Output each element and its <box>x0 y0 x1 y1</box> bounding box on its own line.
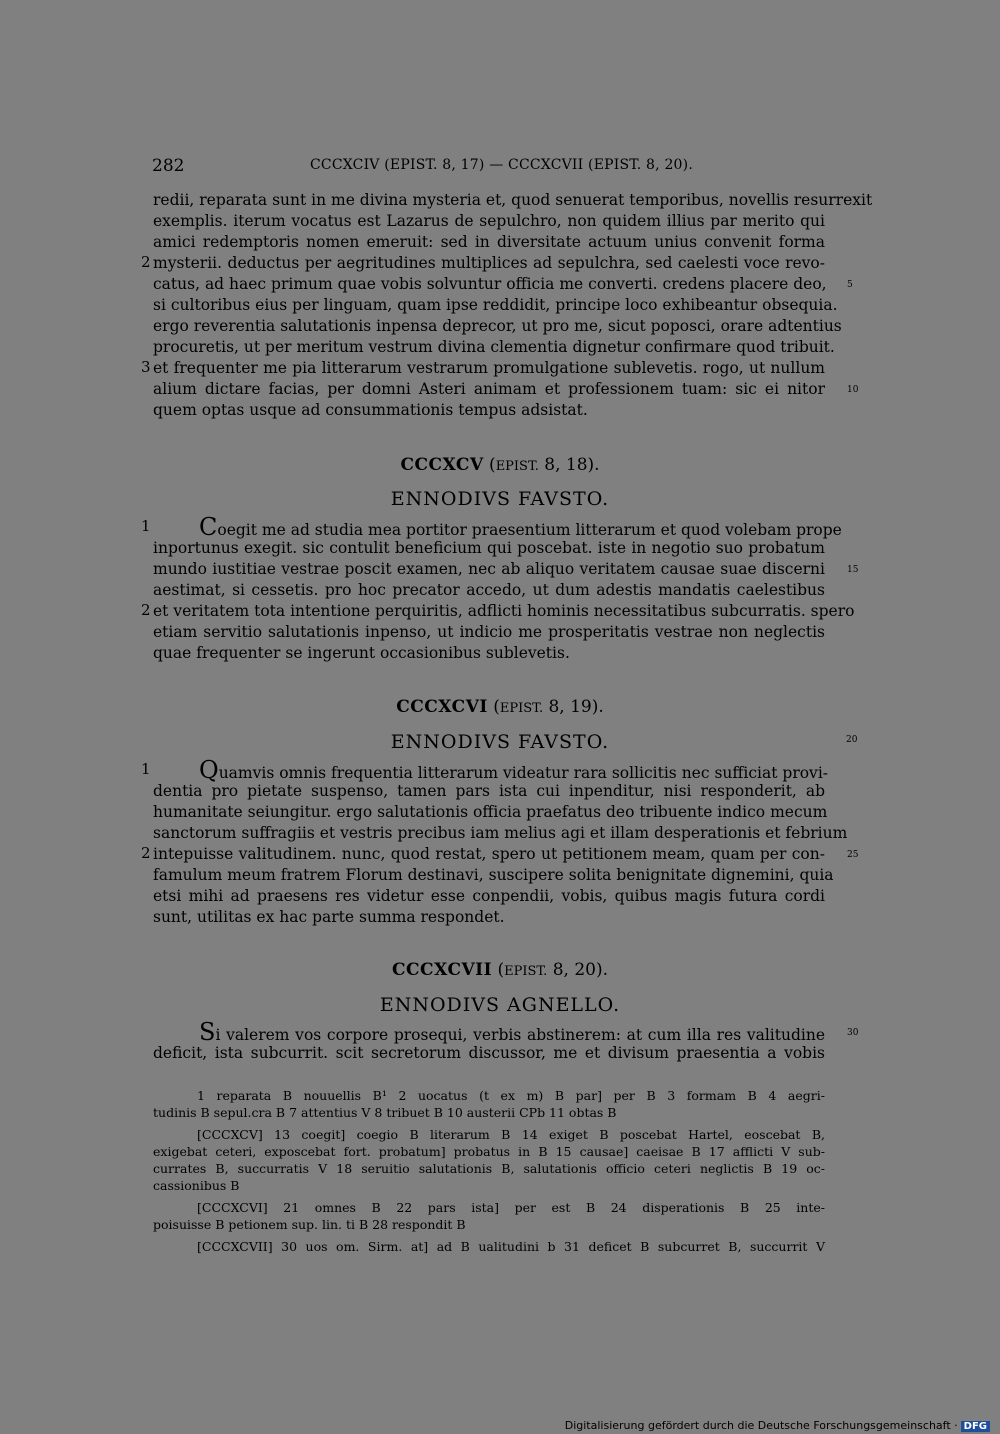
text-line: catus, ad haec primum quae vobis solvuntur officia me converti. credens placere deo, <box>153 275 827 293</box>
text-line: redii, reparata sunt in me divina mysteria et, quod senuerat temporibus, novellis resurrexit <box>153 191 873 209</box>
text-line: deficit, ista subcurrit. scit secretorum discussor, me et divisum praesentia a vobis <box>153 1044 825 1062</box>
drop-cap: C <box>199 513 218 541</box>
letter-number: CCCXCVI <box>396 697 488 717</box>
funding-footer <box>565 1419 990 1432</box>
letter-ref: ( <box>493 697 500 717</box>
line-number: 15 <box>847 565 859 575</box>
note-line: tudinis B sepul.cra B 7 attentius V 8 tribuet B 10 austerii CPb 11 obtas B <box>153 1105 617 1120</box>
text-line <box>153 756 829 784</box>
page-number: 282 <box>152 156 185 176</box>
paragraph-number: 1 <box>141 517 151 535</box>
letter-addressee: ENNODIVS FAVSTO. <box>390 731 610 753</box>
note-line: [CCCXCVI] 21 omnes B 22 pars ista] per est B 24 disperationis B 25 inte- <box>197 1200 825 1215</box>
letter-ref: ( <box>489 455 496 475</box>
letter-number: CCCXCV <box>400 455 484 475</box>
dfg-logo: DFG <box>961 1421 990 1432</box>
line-number: 30 <box>847 1028 859 1038</box>
paragraph-number: 3 <box>141 358 151 376</box>
text-line: ergo reverentia salutationis inpensa deprecor, ut pro me, sicut poposci, orare adtentius <box>153 317 842 335</box>
text-line-rest: uamvis omnis frequentia litterarum videatur rara sollicitis nec sufficiat provi- <box>218 764 829 782</box>
letter-ref: 8, 18). <box>538 455 600 475</box>
note-line: currates B, succurratis V 18 seruitio salutationis B, salutationis officio ceteri neglictis B 19 oc- <box>153 1161 825 1176</box>
text-line-rest: oegit me ad studia mea portitor praesentium litterarum et quod volebam prope <box>217 521 842 539</box>
note-line: exigebat ceteri, exposcebat fort. probatum] probatus in B 15 causae] caeisae B 17 afflicti V sub- <box>153 1144 825 1159</box>
text-line: et frequenter me pia litterarum vestrarum promulgatione sublevetis. rogo, ut nullum <box>153 359 825 377</box>
letter-addressee: ENNODIVS AGNELLO. <box>379 994 621 1016</box>
page-header <box>150 156 830 180</box>
text-line: et veritatem tota intentione perquiritis, adflicti hominis necessitatibus subcurratis. spero <box>153 602 855 620</box>
paragraph-number: 2 <box>141 601 151 619</box>
letter-ref: 8, 19). <box>543 697 604 717</box>
note-line: poisuisse B petionem sup. lin. ti B 28 respondit B <box>153 1217 466 1232</box>
line-number: 10 <box>847 385 859 395</box>
note-line: [CCCXCV] 13 coegit] coegio B literarum B 14 exiget B poscebat Hartel, eoscebat B, <box>197 1127 825 1142</box>
letter-ref: 8, 20). <box>547 960 609 980</box>
letter-ref: EPIST. <box>495 459 539 474</box>
letter-heading <box>0 455 1000 475</box>
text-line: exemplis. iterum vocatus est Lazarus de sepulchro, non quidem illius par merito qui <box>153 212 825 230</box>
text-line: quem optas usque ad consummationis tempus adsistat. <box>153 401 588 419</box>
text-line: procuretis, ut per meritum vestrum divina clementia dignetur confirmare quod tribuit. <box>153 338 835 356</box>
line-number: 20 <box>846 735 858 745</box>
letter-ref: ( <box>497 960 505 980</box>
text-line: inportunus exegit. sic contulit beneficium qui poscebat. iste in negotio suo probatum <box>153 539 825 557</box>
text-line: aestimat, si cessetis. pro hoc precator accedo, ut dum adestis mandatis caelestibus <box>153 581 825 599</box>
text-line: etsi mihi ad praesens res videtur esse conpendii, vobis, quibus magis futura cordi <box>153 887 825 905</box>
line-number: 5 <box>847 280 853 290</box>
line-number: 25 <box>847 850 859 860</box>
paragraph-number: 1 <box>141 760 151 778</box>
text-line <box>153 513 842 541</box>
drop-cap: Q <box>199 756 219 784</box>
text-line: mundo iustitiae vestrae poscit examen, nec ab aliquo veritatem causae suae discerni <box>153 560 825 578</box>
paragraph-number: 2 <box>141 253 151 271</box>
paragraph-number: 2 <box>141 844 151 862</box>
note-line: 1 reparata B nouuellis B¹ 2 uocatus (t ex m) B par] per B 3 formam B 4 aegri- <box>197 1088 825 1103</box>
text-line: mysterii. deductus per aegritudines multiplices ad sepulchra, sed caelesti voce revo- <box>153 254 825 272</box>
text-line: sunt, utilitas ex hac parte summa respondet. <box>153 908 505 926</box>
text-line-rest: i valerem vos corpore prosequi, verbis abstinerem: at cum illa res valitudine <box>215 1026 825 1044</box>
text-line: si cultoribus eius per linguam, quam ipse reddidit, principe loco exhibeantur obsequia. <box>153 296 838 314</box>
letter-heading <box>0 960 1000 980</box>
note-line: [CCCXCVII] 30 uos om. Sirm. at] ad B ualitudini b 31 deficet B subcurret B, succurrit V <box>197 1239 825 1254</box>
note-line: cassionibus B <box>153 1178 240 1193</box>
text-line <box>153 1018 825 1046</box>
text-line: dentia pro pietate suspenso, tamen pars ista cui inpenditur, nisi responderit, ab <box>153 782 825 800</box>
text-line: humanitate seiungitur. ergo salutationis officia praefatus deo tribuente indico mecum <box>153 803 828 821</box>
drop-cap: S <box>199 1018 216 1046</box>
running-title: CCCXCIV (EPIST. 8, 17) — CCCXCVII (EPIST. 8, 20). <box>310 157 693 173</box>
letter-ref: EPIST. <box>504 964 548 979</box>
letter-addressee: ENNODIVS FAVSTO. <box>390 488 610 510</box>
text-line: quae frequenter se ingerunt occasionibus sublevetis. <box>153 644 570 662</box>
text-line: etiam servitio salutationis inpenso, ut indicio me prosperitatis vestrae non neglectis <box>153 623 825 641</box>
text-line: famulum meum fratrem Florum destinavi, suscipere solita benignitate dignemini, quia <box>153 866 834 884</box>
text-line: intepuisse valitudinem. nunc, quod restat, spero ut petitionem meam, quam per con- <box>153 845 825 863</box>
letter-number: CCCXCVII <box>391 960 493 980</box>
footer-text: Digitalisierung gefördert durch die Deutsche Forschungsgemeinschaft · <box>564 1419 958 1432</box>
letter-ref: EPIST. <box>499 701 544 716</box>
letter-heading <box>0 697 1000 717</box>
text-line: amici redemptoris nomen emeruit: sed in diversitate actuum unius convenit forma <box>153 233 825 251</box>
text-line: sanctorum suffragiis et vestris precibus iam melius agi et illam desperationis et febrium <box>153 824 848 842</box>
text-line: alium dictare facias, per domni Asteri animam et professionem tuam: sic ei nitor <box>153 380 825 398</box>
